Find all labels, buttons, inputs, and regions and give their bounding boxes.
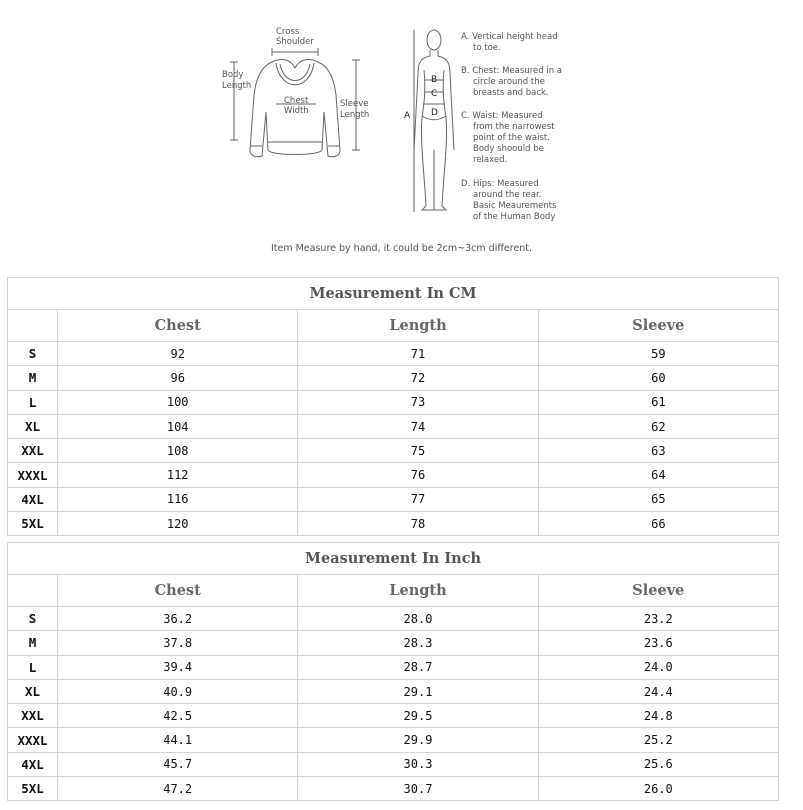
size-cell: XXXL [8,463,58,487]
length-cell: 30.7 [298,777,538,801]
chest-cell: 116 [58,487,298,511]
table-body [8,607,779,801]
table-title: Measurement In Inch [8,543,779,575]
chest-cell: 112 [58,463,298,487]
header-length: Length [298,310,538,342]
sleeve-cell: 25.2 [538,728,778,752]
size-table-cm [7,277,779,536]
size-cell: XXL [8,704,58,728]
table-row [8,512,779,536]
chest-cell: 47.2 [58,777,298,801]
table-title-row [8,543,779,575]
length-cell: 77 [298,487,538,511]
chest-cell: 40.9 [58,679,298,703]
chest-cell: 45.7 [58,752,298,776]
sleeve-cell: 24.8 [538,704,778,728]
sleeve-cell: 60 [538,366,778,390]
size-cell: 5XL [8,777,58,801]
table-title: Measurement In CM [8,278,779,310]
length-cell: 29.5 [298,704,538,728]
note-c-line-2: from the narrowest [473,122,555,132]
table-header-row [8,310,779,342]
note-d-line-2: around the rear. [473,190,542,200]
table-row [8,655,779,679]
chest-cell: 120 [58,512,298,536]
sleeve-cell: 26.0 [538,777,778,801]
size-cell: 4XL [8,752,58,776]
header-length: Length [298,575,538,607]
note-d-line-1: D. Hips: Measured [461,179,539,189]
chest-width-label-2: Width [284,106,309,116]
sleeve-cell: 24.0 [538,655,778,679]
chest-cell: 39.4 [58,655,298,679]
length-cell: 29.1 [298,679,538,703]
body-figure [414,30,454,212]
size-cell: XL [8,414,58,438]
note-d-line-4: of the Human Body [473,212,556,222]
table-header-row [8,575,779,607]
length-cell: 30.3 [298,752,538,776]
body-length-label-2: Length [222,81,252,91]
note-d-line-3: Basic Meaurements [473,201,557,211]
body-letter-d: D [431,108,438,118]
measurement-illustration [0,0,803,270]
measure-note: Item Measure by hand, it could be 2cm~3cm different. [270,243,533,254]
sleeve-cell: 66 [538,512,778,536]
table-row [8,728,779,752]
table-row [8,752,779,776]
table-title-row [8,278,779,310]
table-row [8,631,779,655]
note-a-line-2: to toe. [473,43,501,53]
sleeve-length-label-2: Length [340,110,370,120]
length-cell: 28.7 [298,655,538,679]
table-row [8,487,779,511]
chest-cell: 108 [58,439,298,463]
body-length-label-1: Body [222,70,244,80]
sleeve-cell: 23.6 [538,631,778,655]
length-cell: 71 [298,342,538,366]
chest-cell: 96 [58,366,298,390]
length-cell: 76 [298,463,538,487]
size-cell: XXL [8,439,58,463]
sleeve-cell: 63 [538,439,778,463]
sleeve-cell: 59 [538,342,778,366]
table-row [8,390,779,414]
table-row [8,607,779,631]
sleeve-cell: 61 [538,390,778,414]
length-cell: 75 [298,439,538,463]
table-body [8,342,779,536]
header-chest: Chest [58,575,298,607]
size-cell: S [8,342,58,366]
chest-cell: 37.8 [58,631,298,655]
length-cell: 29.9 [298,728,538,752]
size-cell: M [8,366,58,390]
table-row [8,704,779,728]
size-cell: XXXL [8,728,58,752]
length-cell: 28.0 [298,607,538,631]
note-c-line-4: Body shoould be [473,144,544,154]
note-b-line-2: circle around the [473,77,545,87]
note-b-line-1: B. Chest: Measured in a [461,66,562,76]
size-table-inch [7,542,779,801]
size-cell: XL [8,679,58,703]
note-c-line-1: C. Waist: Measured [461,111,543,121]
chest-cell: 92 [58,342,298,366]
cross-shoulder-label-2: Shoulder [276,37,314,47]
chest-cell: 100 [58,390,298,414]
table-row [8,463,779,487]
length-cell: 28.3 [298,631,538,655]
length-cell: 73 [298,390,538,414]
size-cell: L [8,655,58,679]
sleeve-cell: 62 [538,414,778,438]
size-cell: M [8,631,58,655]
header-size-blank [8,310,58,342]
chest-cell: 36.2 [58,607,298,631]
size-cell: 4XL [8,487,58,511]
table-row [8,414,779,438]
body-letter-a: A [404,111,411,121]
sleeve-cell: 24.4 [538,679,778,703]
sleeve-cell: 65 [538,487,778,511]
table-row [8,777,779,801]
sleeve-cell: 25.6 [538,752,778,776]
chest-width-label-1: Chest [284,96,309,106]
sleeve-cell: 64 [538,463,778,487]
sleeve-cell: 23.2 [538,607,778,631]
table-row [8,342,779,366]
sleeve-length-label-1: Sleeve [340,99,369,109]
length-cell: 78 [298,512,538,536]
note-c-line-3: point of the waist. [473,133,550,143]
length-cell: 72 [298,366,538,390]
table-row [8,439,779,463]
chest-cell: 42.5 [58,704,298,728]
size-cell: L [8,390,58,414]
size-cell: S [8,607,58,631]
size-cell: 5XL [8,512,58,536]
header-chest: Chest [58,310,298,342]
table-row [8,679,779,703]
chest-cell: 44.1 [58,728,298,752]
body-letter-c: C [431,89,438,99]
length-cell: 74 [298,414,538,438]
note-a-line-1: A. Vertical height head [461,32,558,42]
header-sleeve: Sleeve [538,310,778,342]
note-c-line-5: relaxed. [473,155,508,165]
table-row [8,366,779,390]
header-size-blank [8,575,58,607]
body-letter-b: B [431,75,438,85]
chest-cell: 104 [58,414,298,438]
cross-shoulder-label-1: Cross [276,27,300,37]
header-sleeve: Sleeve [538,575,778,607]
note-b-line-3: breasts and back. [473,88,549,98]
